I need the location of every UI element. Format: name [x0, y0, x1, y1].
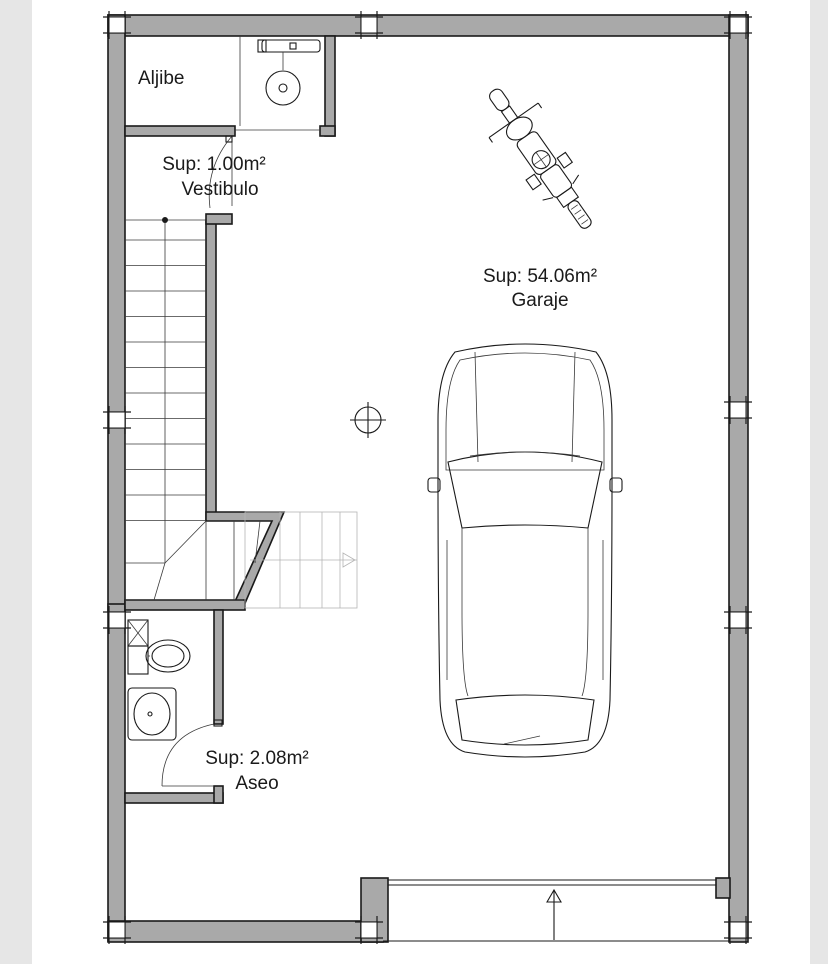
- right-wall: [729, 15, 748, 942]
- aljibe-right-wall: [325, 36, 335, 136]
- left-margin-band: [0, 0, 32, 964]
- bottom-wall-left: [108, 921, 383, 942]
- right-margin-band: [810, 0, 828, 964]
- vestibulo-name: Vestibulo: [181, 179, 259, 200]
- stair-core-wall: [206, 220, 216, 520]
- aljibe-bottom-wall-right: [320, 126, 335, 136]
- garaje-area: Sup: 54.06m²: [482, 266, 598, 287]
- top-wall: [108, 15, 748, 36]
- aljibe-bottom-wall: [125, 126, 235, 136]
- left-wall-lower: [108, 604, 125, 941]
- stair-start-dot: [162, 217, 168, 223]
- aseo-top-wall: [125, 600, 245, 610]
- aseo-name: Aseo: [235, 773, 279, 794]
- vestibulo-area: Sup: 1.00m²: [162, 154, 266, 175]
- sheet: [32, 0, 810, 964]
- vestibulo-jamb: [206, 214, 232, 224]
- aseo-right-wall: [214, 610, 223, 724]
- left-wall-upper: [108, 15, 125, 611]
- aseo-area: Sup: 2.08m²: [205, 748, 309, 769]
- garaje-name: Garaje: [511, 290, 569, 311]
- aseo-bottom-jamb: [214, 786, 223, 803]
- aseo-bottom-wall: [125, 793, 223, 803]
- garage-jamb-right: [716, 878, 730, 898]
- aljibe-name: Aljibe: [138, 68, 185, 89]
